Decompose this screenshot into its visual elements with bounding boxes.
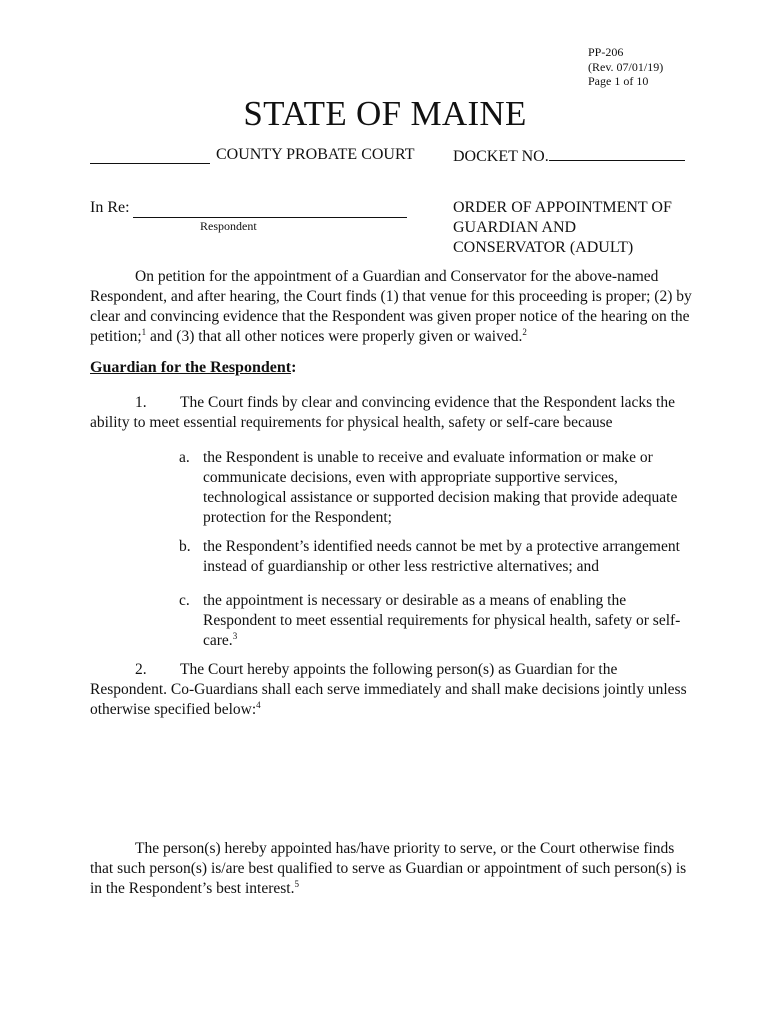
intro-paragraph xyxy=(90,267,692,347)
paragraph-line: Respondent, and after hearing, the Court finds (1) that venue for this proceeding is proper; (2) by xyxy=(90,288,692,305)
footnote-ref[interactable]: 5 xyxy=(294,878,299,889)
paragraph-line xyxy=(90,700,680,720)
item-line: protection for the Respondent; xyxy=(203,509,392,526)
docket-number-row xyxy=(453,146,685,166)
item-line: communicate decisions, even with appropriate supportive services, xyxy=(203,469,618,486)
item-line: the Respondent is unable to receive and evaluate information or make or xyxy=(203,449,653,466)
item-letter: a. xyxy=(179,449,190,466)
section-heading-colon: : xyxy=(291,359,297,376)
paragraph-line xyxy=(90,327,680,347)
item-line xyxy=(203,631,689,651)
paragraph-line xyxy=(90,660,680,680)
item-line: technological assistance or supported decision making that provide adequate xyxy=(203,489,678,506)
county-name-field[interactable] xyxy=(90,147,210,164)
paragraph-text: otherwise specified below: xyxy=(90,701,257,718)
paragraph-1 xyxy=(90,393,680,433)
page-title: STATE OF MAINE xyxy=(243,94,527,133)
footnote-ref[interactable]: 3 xyxy=(232,630,238,641)
paragraph-line: Respondent. Co-Guardians shall each serve immediately and shall make decisions jointly unless xyxy=(90,681,687,698)
section-heading-guardian xyxy=(90,359,296,377)
order-title-line: CONSERVATOR (ADULT) xyxy=(453,239,634,256)
paragraph-line: clear and convincing evidence that the Respondent was given proper notice of the hearing on the xyxy=(90,308,690,325)
item-text-fragment: care. xyxy=(203,632,233,649)
item-text xyxy=(203,448,689,528)
list-item xyxy=(179,591,689,651)
paragraph-line xyxy=(90,879,680,899)
paragraph-text: The Court hereby appoints the following person(s) as Guardian for the xyxy=(180,661,618,678)
paragraph-number: 1. xyxy=(135,394,147,411)
section-heading-text: Guardian for the Respondent xyxy=(90,359,292,376)
paragraph-text: petition; xyxy=(90,328,142,345)
paragraph-2 xyxy=(90,660,687,720)
docket-label: DOCKET NO. xyxy=(453,148,549,165)
item-text xyxy=(203,591,689,651)
order-title-line: GUARDIAN AND xyxy=(453,219,577,236)
footnote-ref[interactable]: 2 xyxy=(522,326,527,337)
form-revision: (Rev. 07/01/19) xyxy=(588,59,664,74)
guardian-appointee-area[interactable] xyxy=(90,725,680,830)
order-title xyxy=(453,198,672,258)
list-item xyxy=(179,448,689,528)
page-number: Page 1 of 10 xyxy=(588,74,649,88)
county-probate-court-label: COUNTY PROBATE COURT xyxy=(216,146,415,163)
item-line: instead of guardianship or other less restrictive alternatives; and xyxy=(203,558,599,575)
respondent-caption: Respondent xyxy=(200,219,257,233)
paragraph-line: that such person(s) is/are best qualified to serve as Guardian or appointment of such person(s) is xyxy=(90,860,687,877)
in-re-label: In Re: xyxy=(90,199,130,216)
paragraph-line: On petition for the appointment of a Guardian and Conservator for the above-named xyxy=(135,268,659,285)
finding-item-a xyxy=(179,448,689,528)
paragraph-line: ability to meet essential requirements for physical health, safety or self-care because xyxy=(90,414,613,431)
form-number: PP-206 xyxy=(588,45,624,59)
paragraph-text: The Court finds by clear and convincing evidence that the Respondent lacks the xyxy=(180,394,675,411)
item-line: the Respondent’s identified needs cannot be met by a protective arrangement xyxy=(203,538,680,555)
paragraph-text: in the Respondent’s best interest. xyxy=(90,880,295,897)
respondent-name-field[interactable] xyxy=(133,201,407,218)
finding-item-b xyxy=(179,537,689,577)
form-identifier xyxy=(588,45,663,89)
item-line: Respondent to meet essential requirements for physical health, safety or self- xyxy=(203,612,681,629)
paragraph-line: The person(s) hereby appointed has/have priority to serve, or the Court otherwise finds xyxy=(135,840,675,857)
finding-item-c xyxy=(179,591,689,651)
item-text xyxy=(203,537,689,577)
docket-number-field[interactable] xyxy=(549,146,685,161)
paragraph-number: 2. xyxy=(135,661,147,678)
paragraph-3 xyxy=(90,839,687,899)
item-letter: b. xyxy=(179,538,191,555)
item-line: the appointment is necessary or desirable as a means of enabling the xyxy=(203,592,627,609)
order-title-line: ORDER OF APPOINTMENT OF xyxy=(453,199,672,216)
item-letter: c. xyxy=(179,592,190,609)
footnote-ref[interactable]: 1 xyxy=(141,326,147,337)
paragraph-line xyxy=(90,393,680,413)
footnote-ref[interactable]: 4 xyxy=(256,699,261,710)
list-item xyxy=(179,537,689,577)
paragraph-text: and (3) that all other notices were properly given or waived. xyxy=(146,328,523,345)
